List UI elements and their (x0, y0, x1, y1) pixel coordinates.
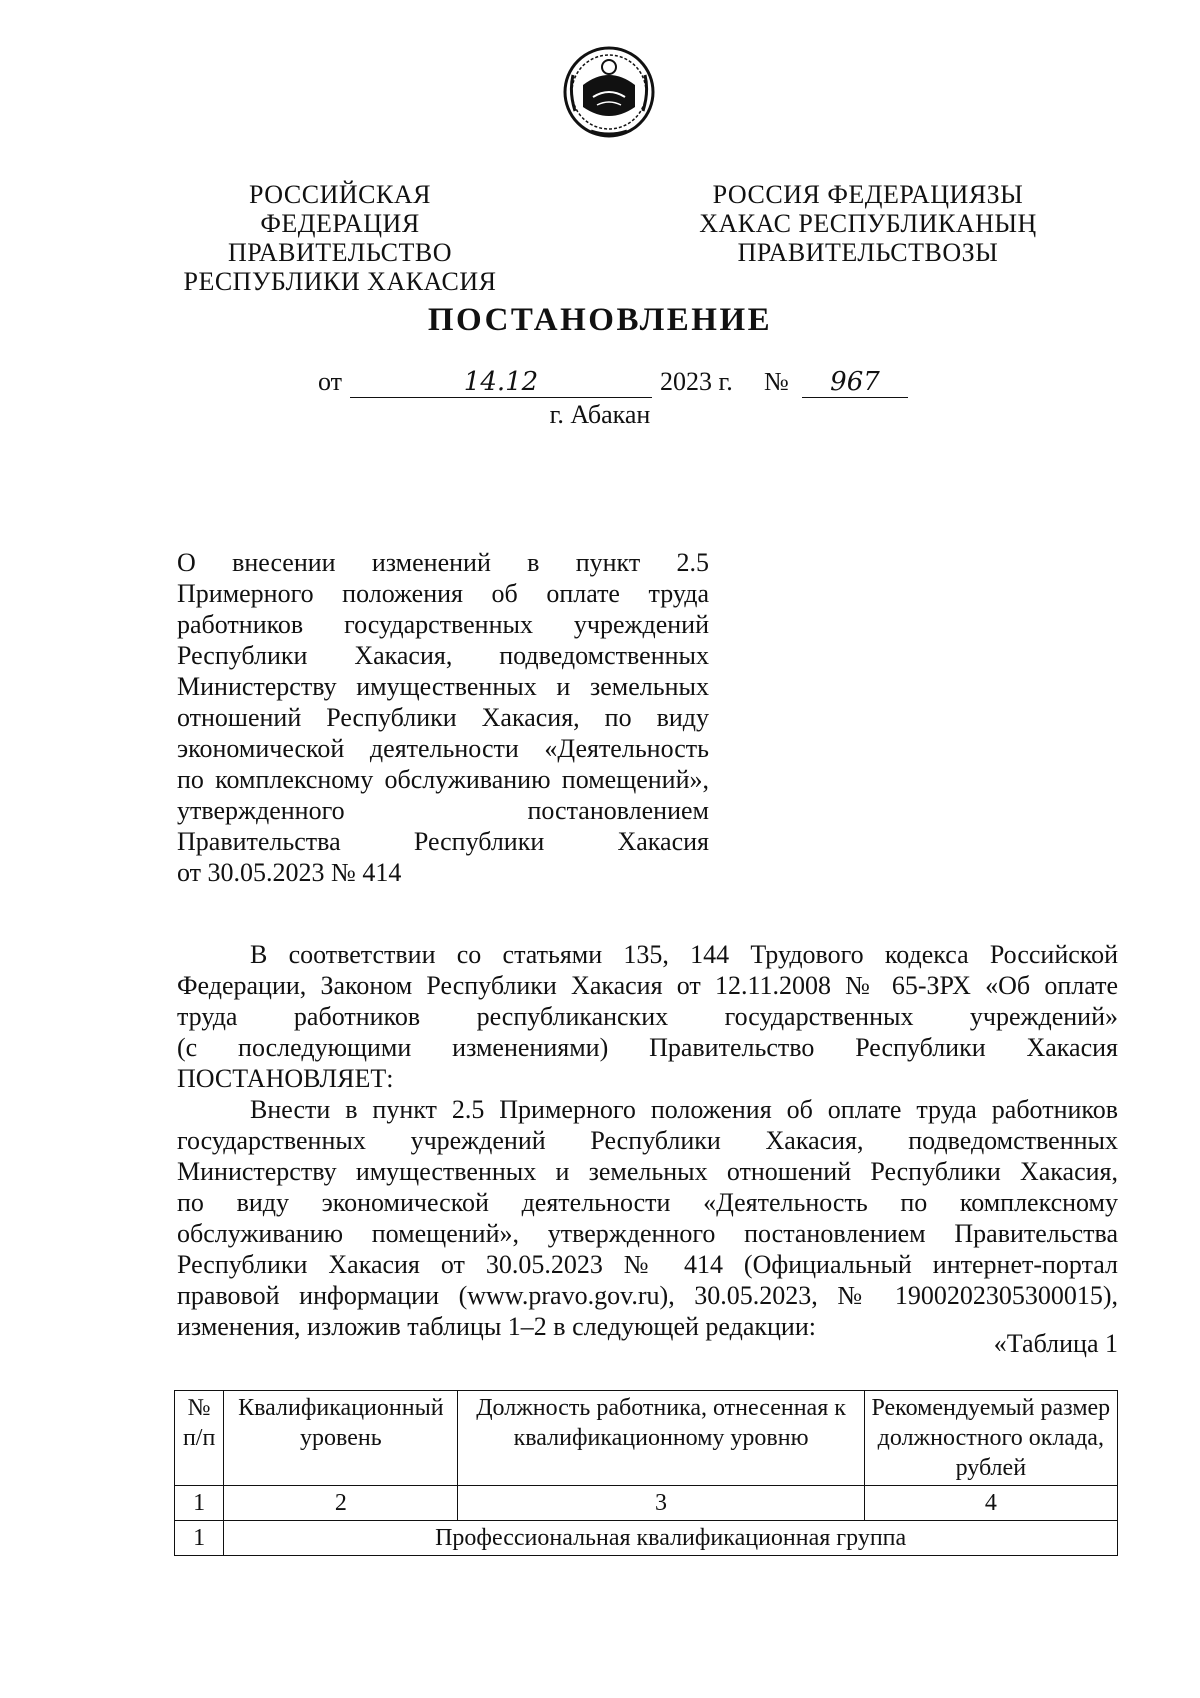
preamble-paragraph (177, 939, 1118, 1094)
header-right-line: ПРАВИТЕЛЬСТВОЗЫ (737, 238, 999, 267)
table-row (175, 1521, 1118, 1556)
header-left-line: ПРАВИТЕЛЬСТВО (228, 238, 452, 267)
header-left-block (170, 180, 510, 296)
coat-of-arms-emblem (563, 45, 655, 140)
table-header-row (175, 1391, 1118, 1486)
subject-line: работников государственных учреждений (177, 610, 709, 639)
table-row (175, 1486, 1118, 1521)
paragraph-line: государственных учреждений Республики Хакасия, подведомственных (177, 1126, 1118, 1155)
table-cell: 2 (224, 1486, 458, 1521)
paragraph-line: правовой информации (www.pravo.gov.ru), 30.05.2023, № 1900202305300015), (177, 1281, 1118, 1310)
paragraph-line: ПОСТАНОВЛЯЕТ: (177, 1064, 394, 1093)
date-year: 2023 г. (660, 367, 733, 396)
number-label: № (764, 367, 789, 396)
paragraph-line: В соответствии со статьями 135, 144 Трудового кодекса Российской (250, 940, 1118, 969)
salary-table (174, 1390, 1118, 1556)
header-right-line: ХАКАС РЕСПУБЛИКАНЫҢ (699, 209, 1037, 238)
paragraph-line: Внести в пункт 2.5 Примерного положения об оплате труда работников (250, 1095, 1118, 1124)
header-left-line: РОССИЙСКАЯ ФЕДЕРАЦИЯ (249, 180, 431, 238)
table-cell: 4 (864, 1486, 1117, 1521)
paragraph-line: Республики Хакасия от 30.05.2023 № 414 (Официальный интернет-портал (177, 1250, 1118, 1279)
subject-line: Правительства Республики Хакасия (177, 827, 709, 856)
table-cell-group: Профессиональная квалификационная группа (224, 1521, 1118, 1556)
paragraph-line: обслуживанию помещений», утвержденного постановлением Правительства (177, 1219, 1118, 1248)
subject-line: по комплексному обслуживанию помещений», (177, 765, 709, 794)
paragraph-line: изменения, изложив таблицы 1–2 в следующей редакции: (177, 1312, 816, 1341)
document-title: ПОСТАНОВЛЕНИЕ (427, 302, 773, 338)
header-right-line: РОССИЯ ФЕДЕРАЦИЯЗЫ (712, 180, 1024, 209)
handwritten-date: 14.12 (350, 367, 652, 398)
subject-line: О внесении изменений в пункт 2.5 (177, 548, 709, 577)
table-cell: 1 (175, 1521, 224, 1556)
paragraph-line: Министерству имущественных и земельных отношений Республики Хакасия, (177, 1157, 1118, 1186)
subject-line: Примерного положения об оплате труда (177, 579, 709, 608)
table-cell: 3 (458, 1486, 864, 1521)
header-cell-salary: Рекомендуемый размер должностного оклада, рублей (864, 1391, 1117, 1486)
city-name: г. Абакан (549, 400, 651, 429)
subject-line: экономической деятельности «Деятельность (177, 734, 709, 763)
handwritten-number: 967 (802, 367, 908, 398)
subject-line: Республики Хакасия, подведомственных (177, 641, 709, 670)
subject-block (177, 547, 709, 888)
resolution-paragraph (177, 1094, 1118, 1342)
header-cell-position: Должность работника, отнесенная к квалификационному уровню (458, 1391, 864, 1486)
header-right-block (698, 180, 1038, 267)
header-left-line: РЕСПУБЛИКИ ХАКАСИЯ (183, 267, 497, 296)
table-label: «Таблица 1 (993, 1329, 1118, 1358)
paragraph-line: труда работников республиканских государственных учреждений» (177, 1002, 1118, 1031)
subject-line: Министерству имущественных и земельных (177, 672, 709, 701)
subject-line: от 30.05.2023 № 414 (177, 858, 402, 887)
paragraph-line: (с последующими изменениями) Правительство Республики Хакасия (177, 1033, 1118, 1062)
header-cell-level: Квалификационный уровень (224, 1391, 458, 1486)
paragraph-line: Федерации, Законом Республики Хакасия от 12.11.2008 № 65-ЗРХ «Об оплате (177, 971, 1118, 1000)
header-cell-number: № п/п (175, 1391, 224, 1486)
date-prefix: от (318, 367, 343, 396)
paragraph-line: по виду экономической деятельности «Деятельность по комплексному (177, 1188, 1118, 1217)
table-cell: 1 (175, 1486, 224, 1521)
subject-line: отношений Республики Хакасия, по виду (177, 703, 709, 732)
subject-line: утвержденного постановлением (177, 796, 709, 825)
